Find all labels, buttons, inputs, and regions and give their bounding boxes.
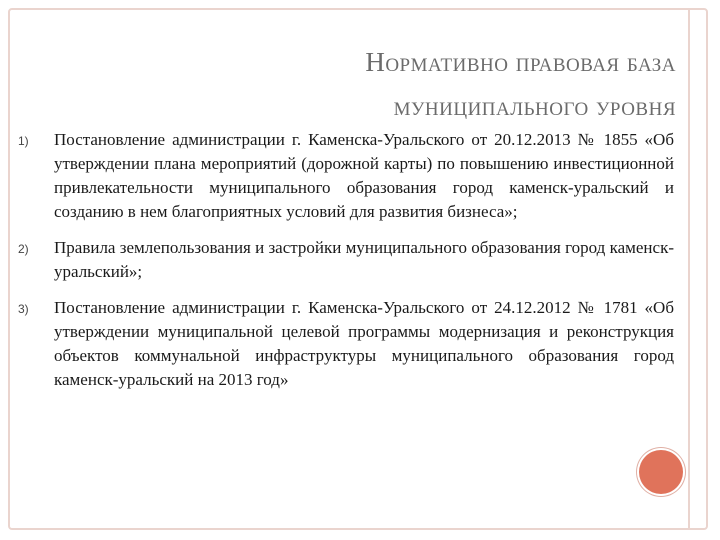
list-item-number: 3): [18, 302, 29, 316]
list-item-number: 1): [18, 134, 29, 148]
numbered-list: [18, 128, 674, 404]
list-item-number: 2): [18, 242, 29, 256]
title-line-1: Нормативно правовая база: [365, 47, 676, 77]
list-item-text: Постановление администрации г. Каменска-Уральского от 20.12.2013 № 1855 «Об утверждении плана мероприятий (дорожной карты) по повышению инвестиционной привлекательности муниципального образования город каменск-уральский и созданию в нем благоприятных условий для развития бизнеса»;: [54, 130, 674, 221]
decorative-circle: [639, 450, 683, 494]
list-item-text: Правила землепользования и застройки муниципального образования город каменск-уральский»;: [54, 238, 674, 281]
list-item: [18, 236, 674, 284]
frame-divider: [688, 8, 690, 530]
title-line-2: муниципального уровня: [393, 91, 676, 121]
list-item: [18, 296, 674, 392]
list-item: [18, 128, 674, 224]
slide-title: [216, 40, 676, 128]
list-item-text: Постановление администрации г. Каменска-Уральского от 24.12.2012 № 1781 «Об утверждении муниципальной целевой программы модернизация и реконструкция объектов коммунальной инфраструктуры муниципального образования город каменск-уральский на 2013 год»: [54, 298, 674, 389]
